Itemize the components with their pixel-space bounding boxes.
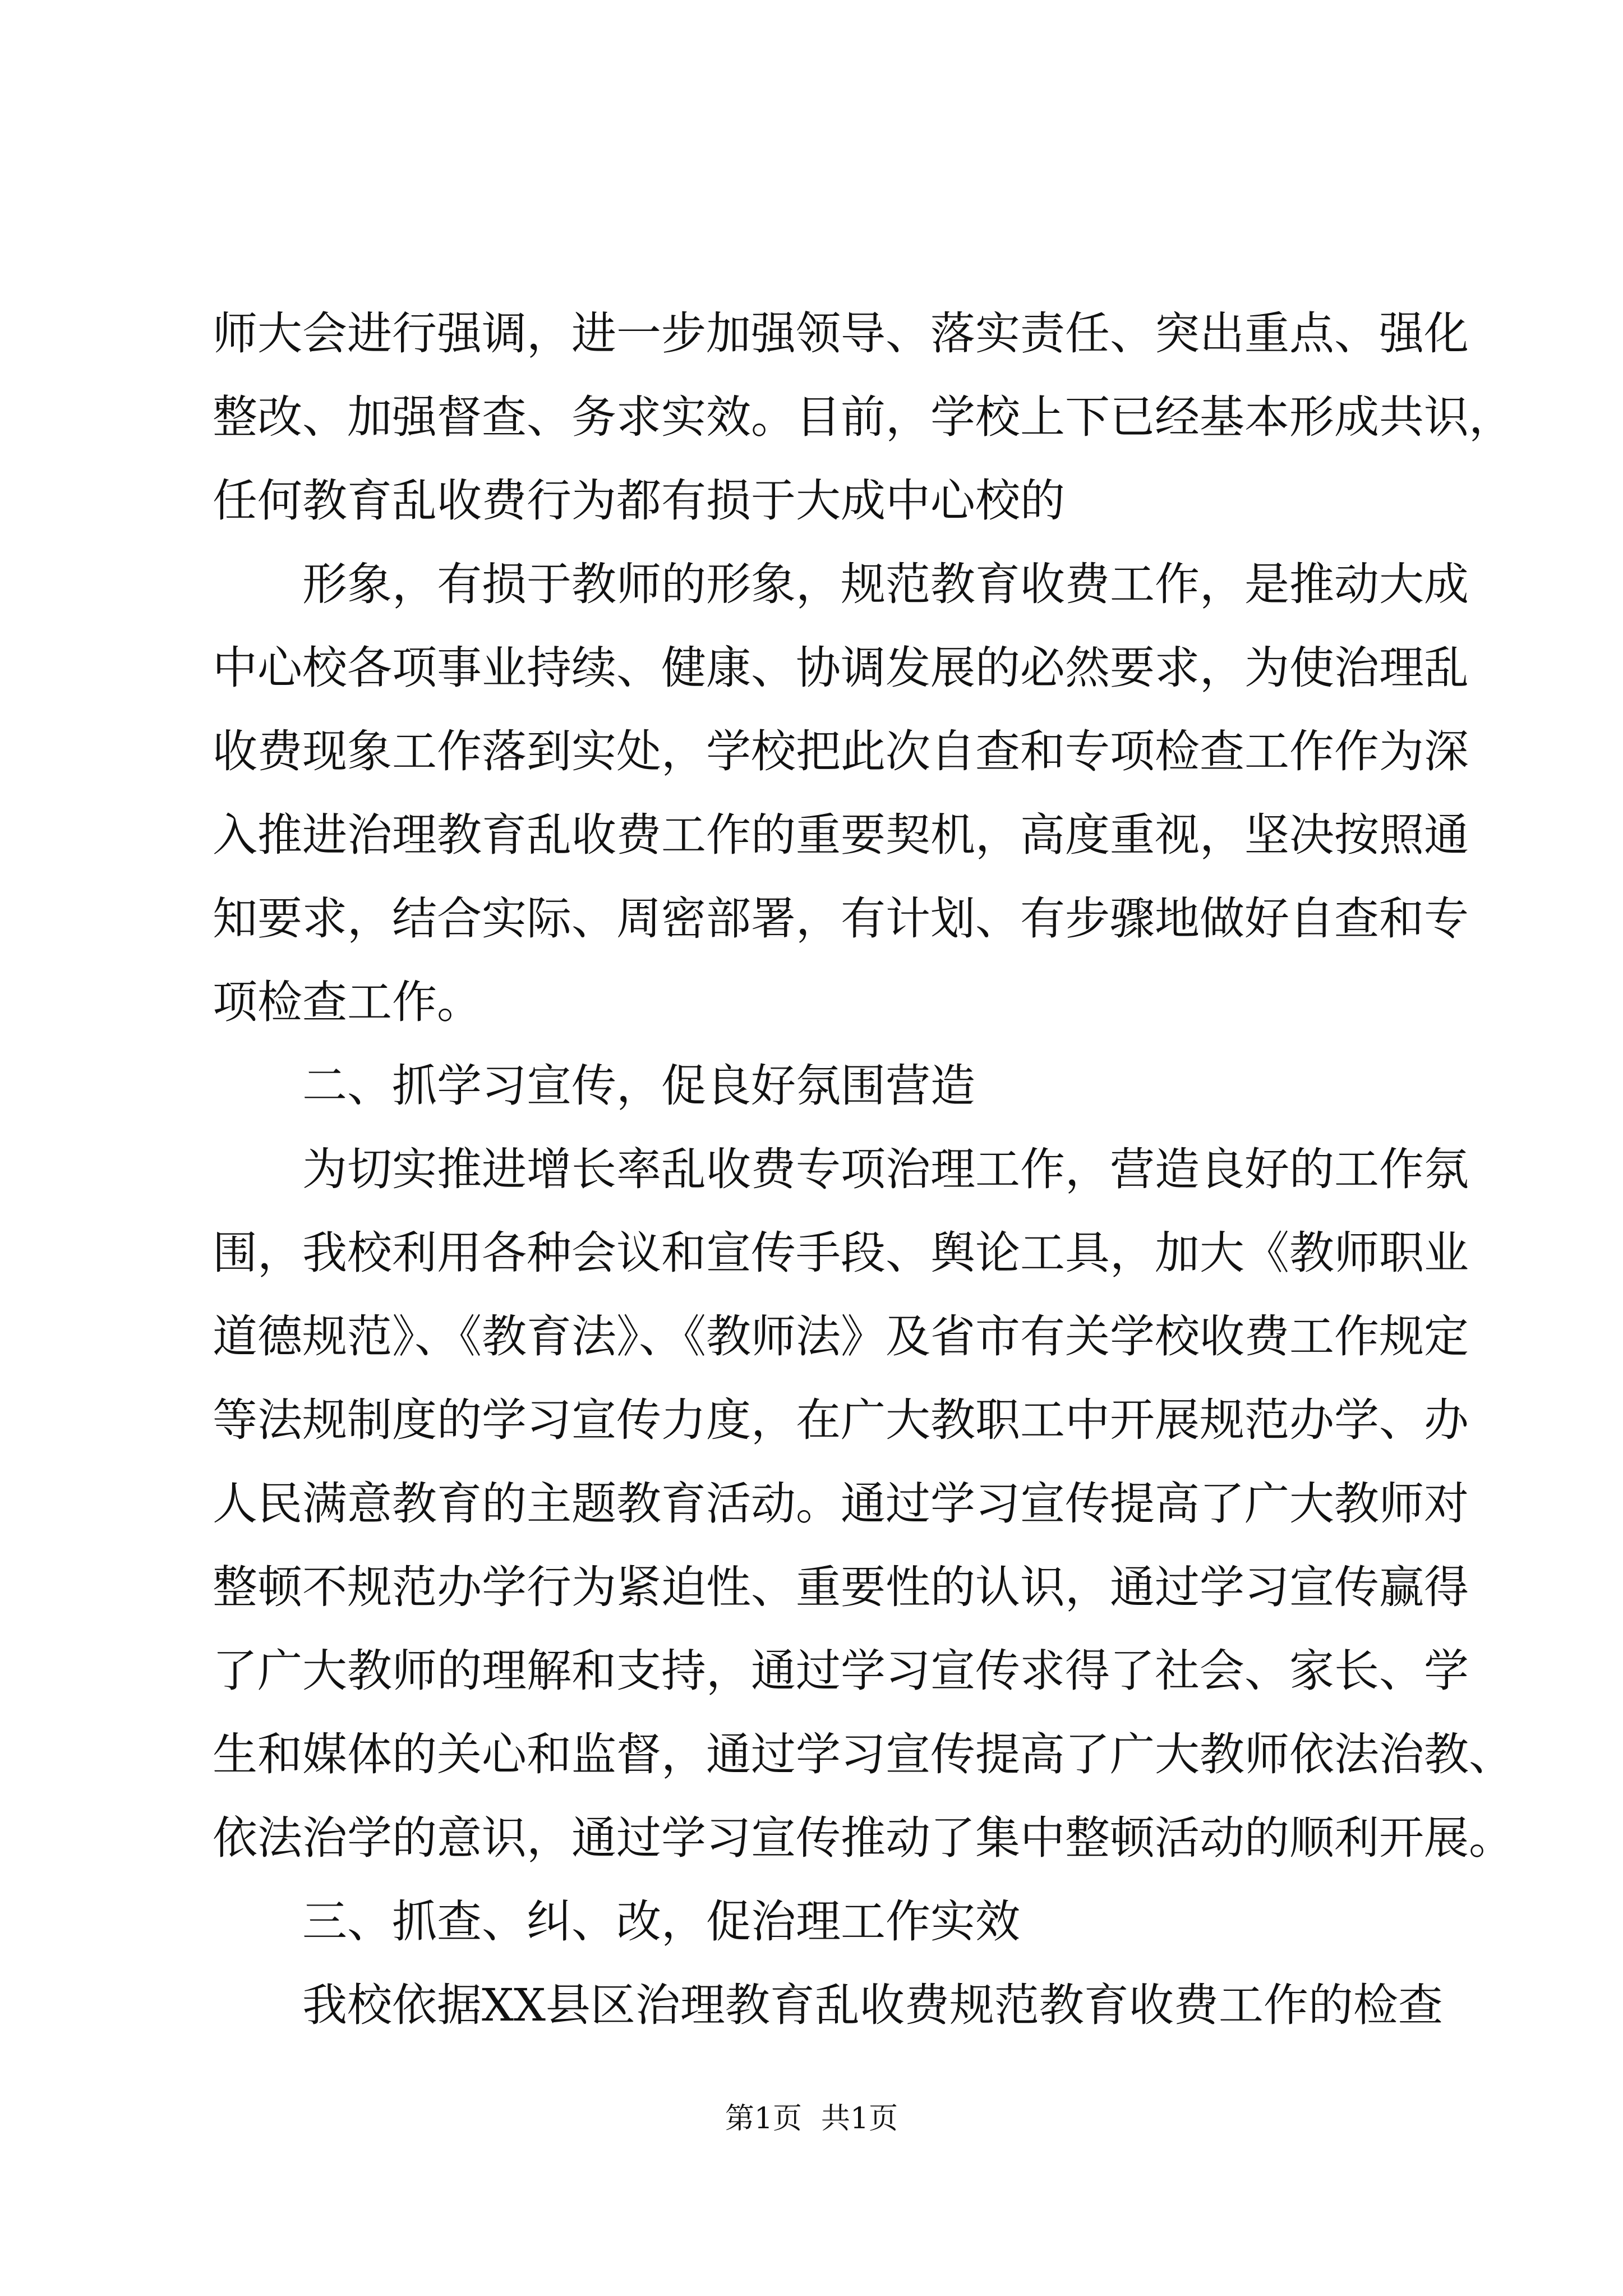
text-line: 中心校各项事业持续、健康、协调发展的必然要求，为使治理乱 — [213, 642, 1469, 694]
page-number: 第1页 — [725, 2102, 802, 2136]
text-line: 生和媒体的关心和监督，通过学习宣传提高了广大教师依法治教、 — [213, 1728, 1514, 1780]
text-line: 入推进治理教育乱收费工作的重要契机，高度重视，坚决按照通 — [213, 809, 1469, 861]
text-line: 依法治学的意识，通过学习宣传推动了集中整顿活动的顺利开展。 — [213, 1812, 1514, 1864]
text-line: 为切实推进增长率乱收费专项治理工作，营造良好的工作氛 — [302, 1143, 1469, 1195]
paragraph — [213, 292, 1514, 542]
text-line: 师大会进行强调，进一步加强领导、落实责任、突出重点、强化 — [213, 307, 1469, 360]
paragraph — [213, 1963, 1443, 2047]
section-heading — [213, 1880, 1407, 1963]
paragraph — [213, 1128, 1514, 1880]
text-line: 三、抓查、纠、改，促治理工作实效 — [302, 1895, 1020, 1948]
text-line: 整顿不规范办学行为紧迫性、重要性的认识，通过学习宣传赢得 — [213, 1561, 1469, 1613]
text-line: 道德规范》、《教育法》、《教师法》及省市有关学校收费工作规定 — [213, 1310, 1469, 1363]
text-line: 我校依据XX县区治理教育乱收费规范教育收费工作的检查 — [302, 1979, 1443, 2031]
text-line: 二、抓学习宣传，促良好氛围营造 — [302, 1060, 975, 1112]
page-total: 共1页 — [821, 2102, 898, 2136]
text-line: 等法规制度的学习宣传力度，在广大教职工中开展规范办学、办 — [213, 1394, 1469, 1446]
text-line: 任何教育乱收费行为都有损于大成中心校的 — [213, 475, 1065, 527]
text-line: 整改、加强督查、务求实效。目前，学校上下已经基本形成共识， — [213, 391, 1514, 443]
section-heading — [213, 1044, 1407, 1128]
text-line: 人民满意教育的主题教育活动。通过学习宣传提高了广大教师对 — [213, 1478, 1469, 1530]
text-line: 形象，有损于教师的形象，规范教育收费工作，是推动大成 — [302, 558, 1469, 610]
page-footer — [0, 2099, 1623, 2138]
text-line: 收费现象工作落到实处，学校把此次自查和专项检查工作作为深 — [213, 725, 1469, 777]
text-line: 了广大教师的理解和支持，通过学习宣传求得了社会、家长、学 — [213, 1645, 1469, 1697]
text-line: 项检查工作。 — [213, 976, 482, 1028]
text-line: 围，我校利用各种会议和宣传手段、舆论工具，加大《教师职业 — [213, 1227, 1469, 1279]
paragraph — [213, 542, 1469, 1044]
document-body — [213, 292, 1514, 2047]
text-line: 知要求，结合实际、周密部署，有计划、有步骤地做好自查和专 — [213, 892, 1469, 945]
